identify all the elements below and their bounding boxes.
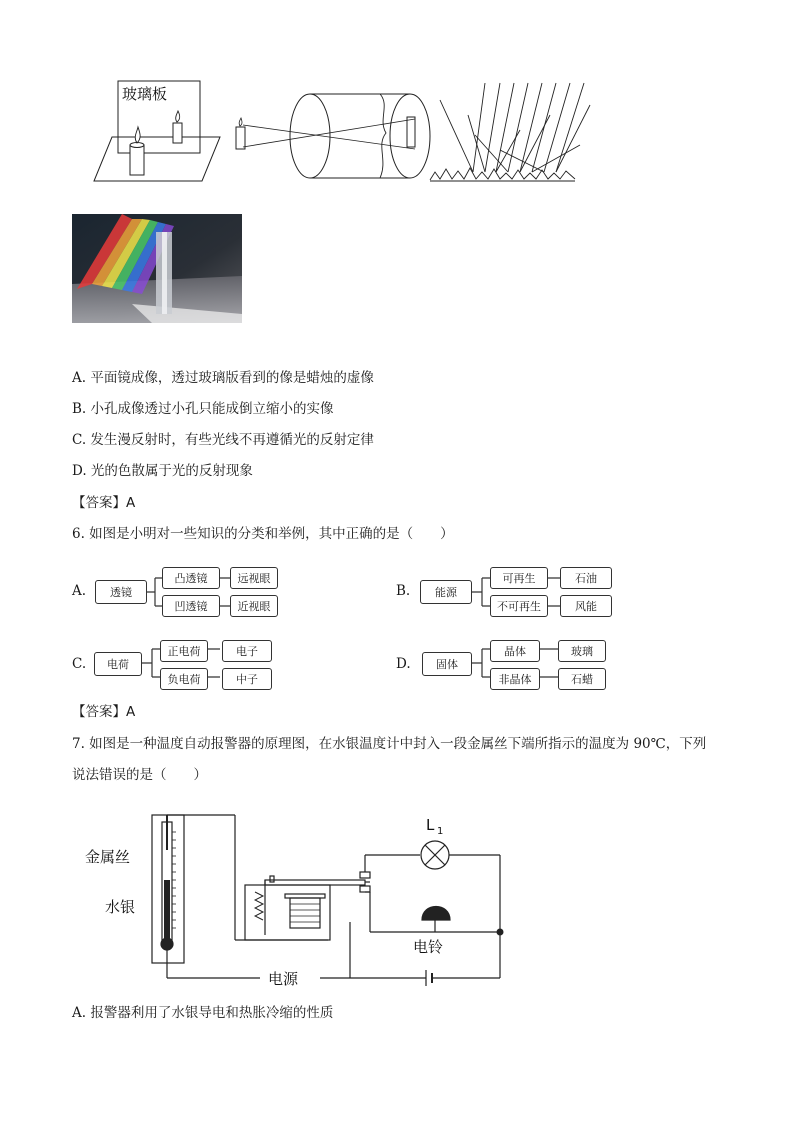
lamp-label: L	[426, 816, 435, 834]
q5-option-d: D. 光的色散属于光的反射现象	[72, 463, 253, 479]
q7-option-a: A. 报警器利用了水银导电和热胀冷缩的性质	[72, 1005, 334, 1021]
prism-dispersion-photo	[72, 214, 242, 323]
mercury-label: 水银	[105, 898, 136, 916]
option-label: D.	[396, 656, 411, 672]
tree-mid-1: 晶体	[490, 640, 540, 662]
tree-leaf-1: 远视眼	[230, 567, 278, 589]
q7-stem-line2: 说法错误的是（ ）	[72, 767, 207, 783]
lamp-subscript: 1	[437, 826, 444, 837]
tree-leaf-2: 近视眼	[230, 595, 278, 617]
q5-option-a: A. 平面镜成像，透过玻璃版看到的像是蜡烛的虚像	[72, 370, 374, 386]
power-label: 电源	[268, 970, 299, 988]
option-label: B.	[396, 583, 411, 599]
tree-leaf-2: 中子	[222, 668, 272, 690]
q5-option-c: C. 发生漫反射时，有些光线不再遵循光的反射定律	[72, 432, 374, 448]
tree-leaf-2: 风能	[560, 595, 612, 617]
plane-mirror-figure	[94, 81, 220, 181]
temperature-alarm-circuit	[80, 810, 520, 990]
pinhole-camera-figure	[236, 94, 430, 178]
optics-figures-top	[80, 75, 600, 190]
glass-plate-label: 玻璃板	[122, 85, 168, 103]
option-label: C.	[72, 656, 87, 672]
tree-leaf-1: 石油	[560, 567, 612, 589]
q5-option-b: B. 小孔成像透过小孔只能成倒立缩小的实像	[72, 401, 334, 417]
tree-mid-1: 凸透镜	[162, 567, 220, 589]
diffuse-reflection-figure	[430, 83, 590, 181]
wire-label: 金属丝	[85, 848, 131, 866]
tree-leaf-1: 玻璃	[558, 640, 606, 662]
tree-mid-2: 非晶体	[490, 668, 540, 690]
tree-root: 电荷	[94, 652, 142, 676]
q5-answer: 【答案】A	[72, 495, 136, 511]
tree-mid-2: 凹透镜	[162, 595, 220, 617]
q7-stem-line1: 7. 如图是一种温度自动报警器的原理图，在水银温度计中封入一段金属丝下端所指示的温度为 90℃，下列	[72, 736, 707, 752]
tree-mid-2: 不可再生	[490, 595, 548, 617]
q6-answer: 【答案】A	[72, 704, 136, 720]
tree-mid-2: 负电荷	[160, 668, 208, 690]
option-label: A.	[72, 583, 87, 599]
tree-leaf-2: 石蜡	[558, 668, 606, 690]
tree-leaf-1: 电子	[222, 640, 272, 662]
bell-label: 电铃	[413, 938, 444, 956]
tree-mid-1: 正电荷	[160, 640, 208, 662]
tree-mid-1: 可再生	[490, 567, 548, 589]
q6-stem: 6. 如图是小明对一些知识的分类和举例，其中正确的是（ ）	[72, 526, 454, 542]
tree-root: 透镜	[95, 580, 147, 604]
tree-root: 固体	[422, 652, 472, 676]
tree-root: 能源	[420, 580, 472, 604]
